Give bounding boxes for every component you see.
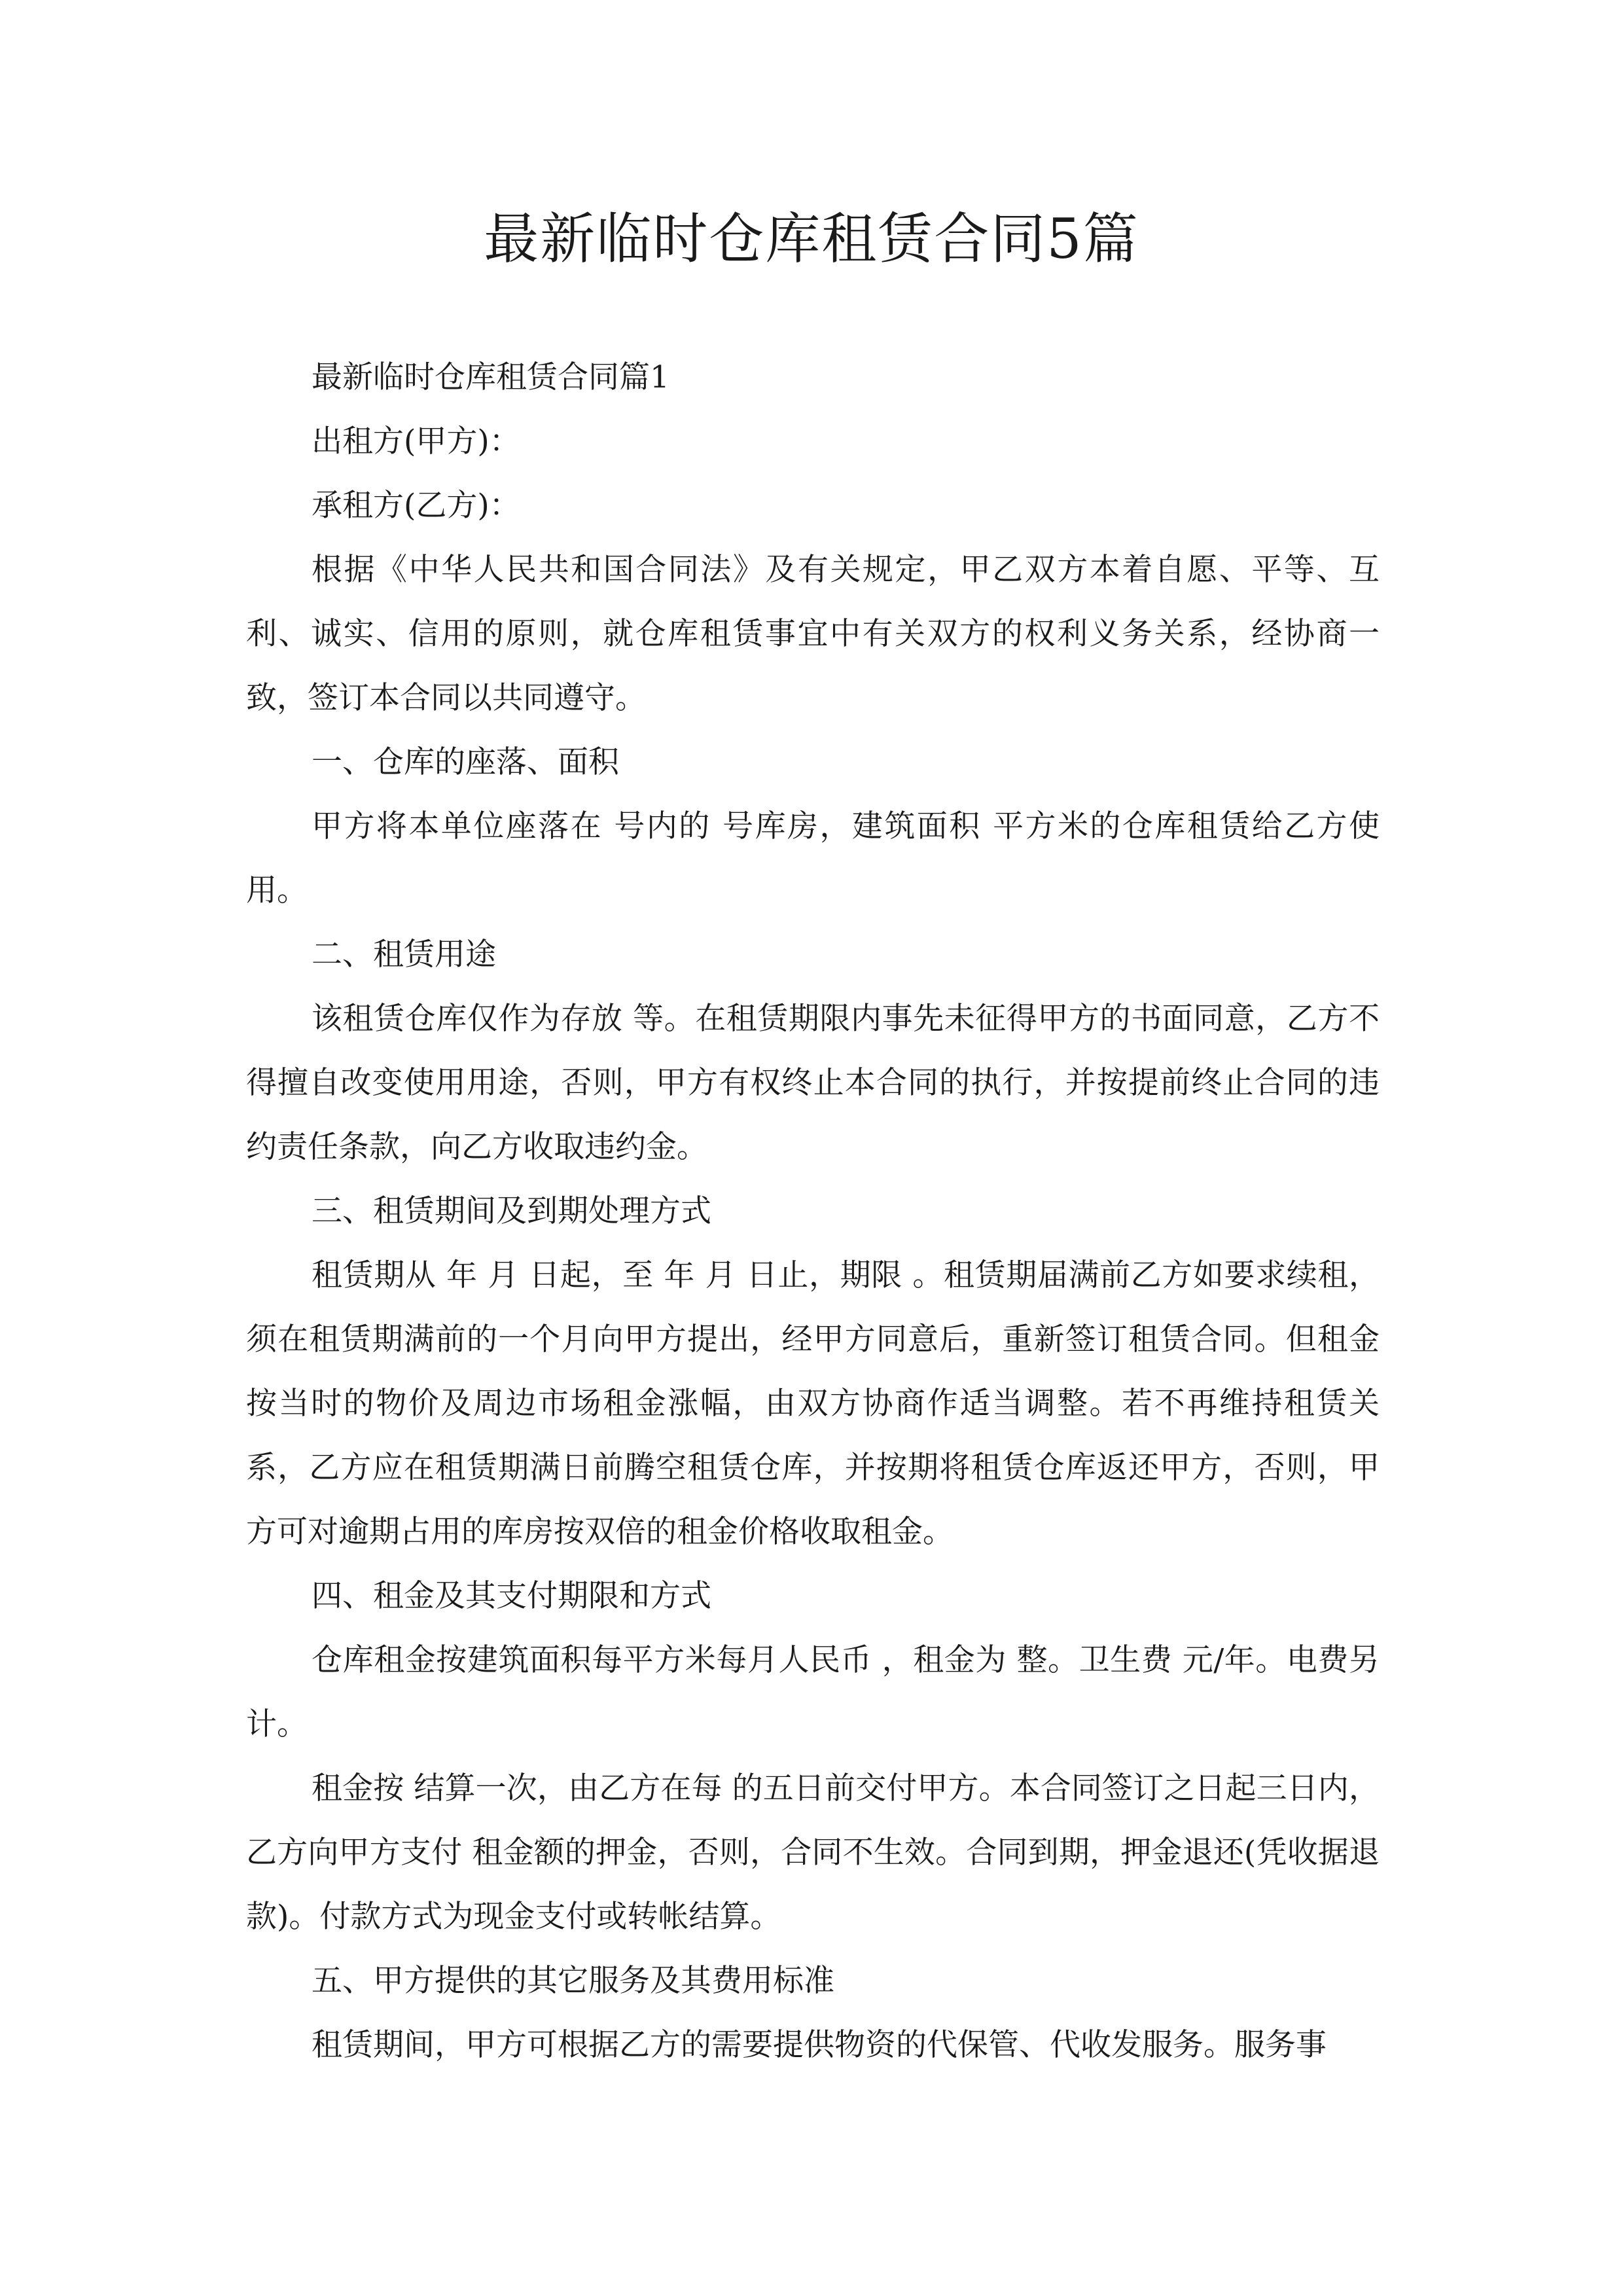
- clause-body-2: 该租赁仓库仅作为存放 等。在租赁期限内事先未征得甲方的书面同意，乙方不得擅自改变使用用途，否则，甲方有权终止本合同的执行，并按提前终止合同的违约责任条款，向乙方收取违约金。: [246, 1001, 1380, 1165]
- document-title: 最新临时仓库租赁合同5篇: [484, 207, 1139, 271]
- clause-heading-1: 一、仓库的座落、面积: [312, 744, 619, 780]
- section-heading: 最新临时仓库租赁合同篇1: [312, 359, 669, 395]
- clause-body-4b: 租金按 结算一次，由乙方在每 的五日前交付甲方。本合同签订之日起三日内， 乙方向甲方支付 租金额的押金，否则，合同不生效。合同到期，押金退还(凭收据退款)。付款方式为现金支付或转帐结算。: [246, 1770, 1380, 1935]
- lessor-line: 出租方(甲方)：: [312, 423, 520, 459]
- clause-body-4a: 仓库租金按建筑面积每平方米每月人民币 ，租金为 整。卫生费 元/年。电费另计。: [246, 1642, 1380, 1742]
- preamble-paragraph: 根据《中华人民共和国合同法》及有关规定，甲乙双方本着自愿、平等、互利、诚实、信用的原则，就仓库租赁事宜中有关双方的权利义务关系，经协商一致，签订本合同以共同遵守。: [246, 552, 1380, 716]
- clause-heading-5: 五、甲方提供的其它服务及其费用标准: [312, 1963, 834, 1999]
- clause-body-3: 租赁期从 年 月 日起，至 年 月 日止，期限 。租赁期届满前乙方如要求续租，须在租赁期满前的一个月向甲方提出，经甲方同意后，重新签订租赁合同。但租金按当时的物价及周边市场租金涨幅，由双方协商作适当调整。若不再维持租赁关系，乙方应在租赁期满日前腾空租赁仓库，并按期将租赁仓库返还甲方，否则，甲方可对逾期占用的库房按双倍的租金价格收取租金。: [246, 1257, 1380, 1550]
- clause-heading-2: 二、租赁用途: [312, 937, 496, 973]
- clause-body-5: 租赁期间，甲方可根据乙方的需要提供物资的代保管、代收发服务。服务事: [312, 2027, 1327, 2063]
- document-body: [246, 346, 1380, 2077]
- lessee-line: 承租方(乙方)：: [312, 488, 520, 524]
- clause-body-1: 甲方将本单位座落在 号内的 号库房，建筑面积 平方米的仓库租赁给乙方使用。: [246, 808, 1380, 908]
- clause-heading-3: 三、租赁期间及到期处理方式: [312, 1193, 711, 1229]
- clause-heading-4: 四、租金及其支付期限和方式: [312, 1578, 711, 1614]
